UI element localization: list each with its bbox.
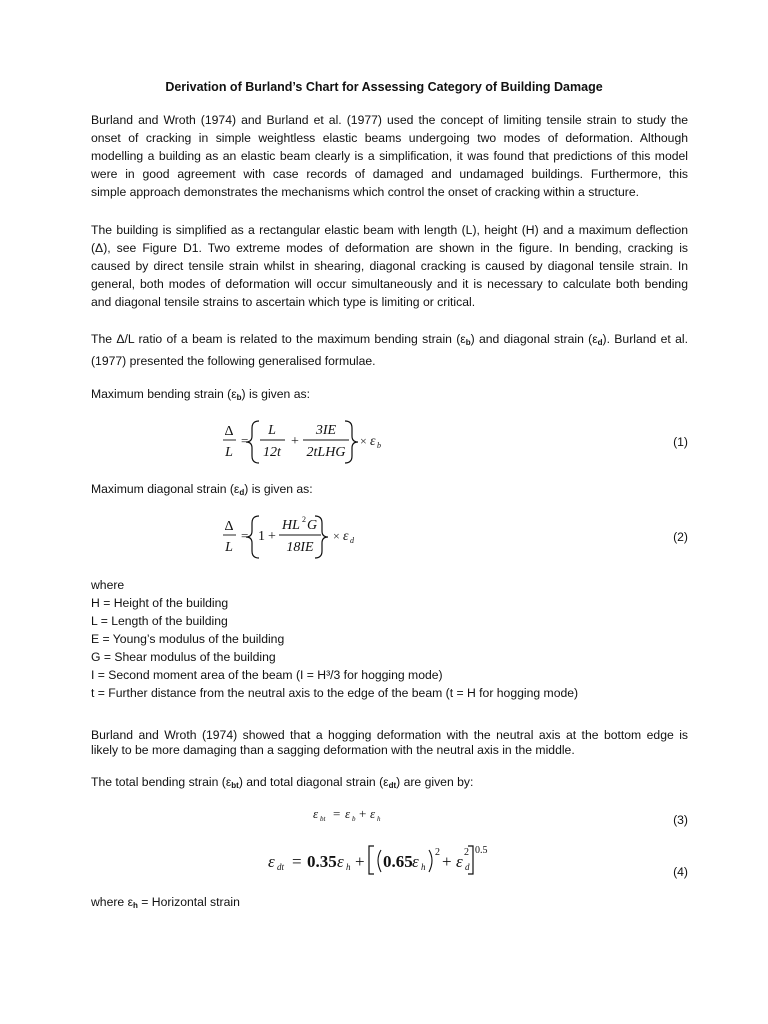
svg-text:ε: ε: [337, 852, 344, 871]
paragraph-line: general, both modes of deformation will occur simultaneously and it is necessary to calculate both bending: [91, 277, 688, 291]
beam-model-paragraph: [91, 221, 688, 311]
paragraph-line: simple approach demonstrates the mechanisms which control the onset of cracking within a structure.: [91, 185, 640, 199]
svg-text:ε: ε: [268, 852, 275, 871]
svg-text:0.5: 0.5: [475, 845, 488, 856]
equation-4-number: (4): [673, 865, 688, 879]
svg-text:d: d: [350, 536, 354, 545]
paragraph-line: Burland and Wroth (1974) showed that a hogging deformation with the neutral axis at the bottom edge is: [91, 728, 688, 742]
definition-height: H = Height of the building: [91, 596, 229, 610]
svg-text:×: ×: [360, 434, 367, 448]
svg-text:2: 2: [435, 847, 440, 858]
svg-text:+: +: [355, 852, 365, 871]
svg-text:ε: ε: [456, 852, 463, 871]
svg-text:2: 2: [302, 515, 306, 524]
paragraph-line: The building is simplified as a rectangular elastic beam with length (L), height (H) and a maximum deflection: [91, 223, 688, 237]
svg-text:=: =: [292, 852, 302, 871]
svg-text:h: h: [377, 815, 381, 823]
page-title: Derivation of Burland’s Chart for Assessing Category of Building Damage: [165, 80, 603, 94]
svg-text:ε: ε: [313, 806, 319, 821]
svg-text:=: =: [241, 528, 249, 543]
svg-text:=: =: [333, 806, 341, 821]
svg-text:0.35: 0.35: [307, 852, 337, 871]
svg-text:3IE: 3IE: [315, 423, 337, 438]
total-strain-intro: The total bending strain $(\varepsilon_{bt})$ and total diagonal strain $(\varepsilon_{dt})$ are given by:: [91, 775, 474, 790]
svg-text:G: G: [307, 518, 318, 533]
svg-text:+: +: [359, 806, 367, 821]
svg-text:0.65: 0.65: [383, 852, 413, 871]
paragraph-line: The Δ/L ratio of a beam is related to the maximum bending strain $(\varepsilon_b)$ and diagonal strain $(\varepsilon_d)$. Burland et al.: [91, 332, 688, 347]
svg-text:+: +: [291, 434, 299, 449]
svg-text:Δ: Δ: [224, 519, 234, 534]
svg-text:d: d: [465, 862, 470, 872]
svg-text:bt: bt: [320, 815, 326, 823]
svg-text:=: =: [241, 433, 249, 448]
svg-text:2tLHG: 2tLHG: [306, 445, 346, 460]
equation-1: [215, 418, 415, 466]
paragraph-line: onset of cracking in simple weightless elastic beams undergoing two modes of deformation. Although: [91, 131, 688, 145]
svg-text:b: b: [352, 815, 356, 823]
svg-text:L: L: [225, 540, 233, 555]
svg-text:1: 1: [258, 529, 265, 544]
equation-4-exponent: [466, 842, 496, 876]
equation-3: [313, 804, 433, 826]
svg-text:12t: 12t: [263, 445, 281, 460]
equation-4: [268, 842, 478, 876]
paragraph-line: modelling a building as an elastic beam clearly is a simplification, it was found that predictions of this model: [91, 149, 688, 163]
equation-2-number: (2): [673, 530, 688, 544]
paragraph-line: likely to be more damaging than a sagging deformation with the neutral axis in the middle.: [91, 743, 575, 757]
where-label: where: [91, 578, 125, 592]
ratio-paragraph: [91, 330, 688, 370]
svg-text:ε: ε: [345, 806, 351, 821]
svg-text:h: h: [346, 862, 351, 872]
svg-text:HL: HL: [282, 518, 300, 533]
paragraph-line: (1977) presented the following generalised formulae.: [91, 354, 376, 368]
equation-2: [215, 513, 385, 561]
svg-text:ε: ε: [370, 434, 376, 449]
equation-3-number: (3): [673, 813, 688, 827]
paragraph-line: (Δ), see Figure D1. Two extreme modes of deformation are shown in the figure. In bending, cracking is: [91, 241, 688, 255]
definition-shear-modulus: G = Shear modulus of the building: [91, 650, 276, 664]
svg-text:Δ: Δ: [224, 424, 234, 439]
definition-second-moment: I = Second moment area of the beam (I = H³/3 for hogging mode): [91, 668, 443, 682]
svg-text:ε: ε: [412, 852, 419, 871]
svg-text:L: L: [225, 445, 233, 460]
definition-youngs-modulus: E = Young’s modulus of the building: [91, 632, 285, 646]
definition-length: L = Length of the building: [91, 614, 228, 628]
equation-1-number: (1): [673, 435, 688, 449]
paragraph-line: were in good agreement with case records of damaged and undamaged buildings. Furthermore, this: [91, 167, 688, 181]
hogging-paragraph: [91, 728, 688, 758]
svg-text:×: ×: [333, 529, 340, 543]
diagonal-strain-intro: Maximum diagonal strain $(\varepsilon_d)$ is given as:: [91, 482, 313, 497]
horizontal-strain-definition: where $\varepsilon_h$ = Horizontal strain: [91, 895, 240, 910]
svg-text:2: 2: [464, 847, 469, 858]
svg-text:h: h: [421, 862, 426, 872]
paragraph-line: Burland and Wroth (1974) and Burland et al. (1977) used the concept of limiting tensile strain to study the: [91, 113, 688, 127]
definition-neutral-axis-distance: t = Further distance from the neutral axis to the edge of the beam (t = H for hogging mode): [91, 686, 579, 700]
svg-text:18IE: 18IE: [286, 540, 314, 555]
svg-text:L: L: [268, 423, 276, 438]
svg-text:ε: ε: [370, 806, 376, 821]
bending-strain-intro: Maximum bending strain $(\varepsilon_b)$ is given as:: [91, 387, 310, 402]
paragraph-line: and diagonal tensile strains to ascertain which type is limiting or critical.: [91, 295, 476, 309]
svg-text:b: b: [377, 441, 381, 450]
svg-text:ε: ε: [343, 529, 349, 544]
intro-paragraph: [91, 111, 688, 201]
paragraph-line: caused by direct tensile strain whilst in shearing, diagonal cracking is caused by diagonal tensile strain. In: [91, 259, 688, 273]
svg-text:dt: dt: [277, 862, 285, 872]
svg-text:+: +: [268, 529, 276, 544]
svg-text:+: +: [442, 852, 452, 871]
